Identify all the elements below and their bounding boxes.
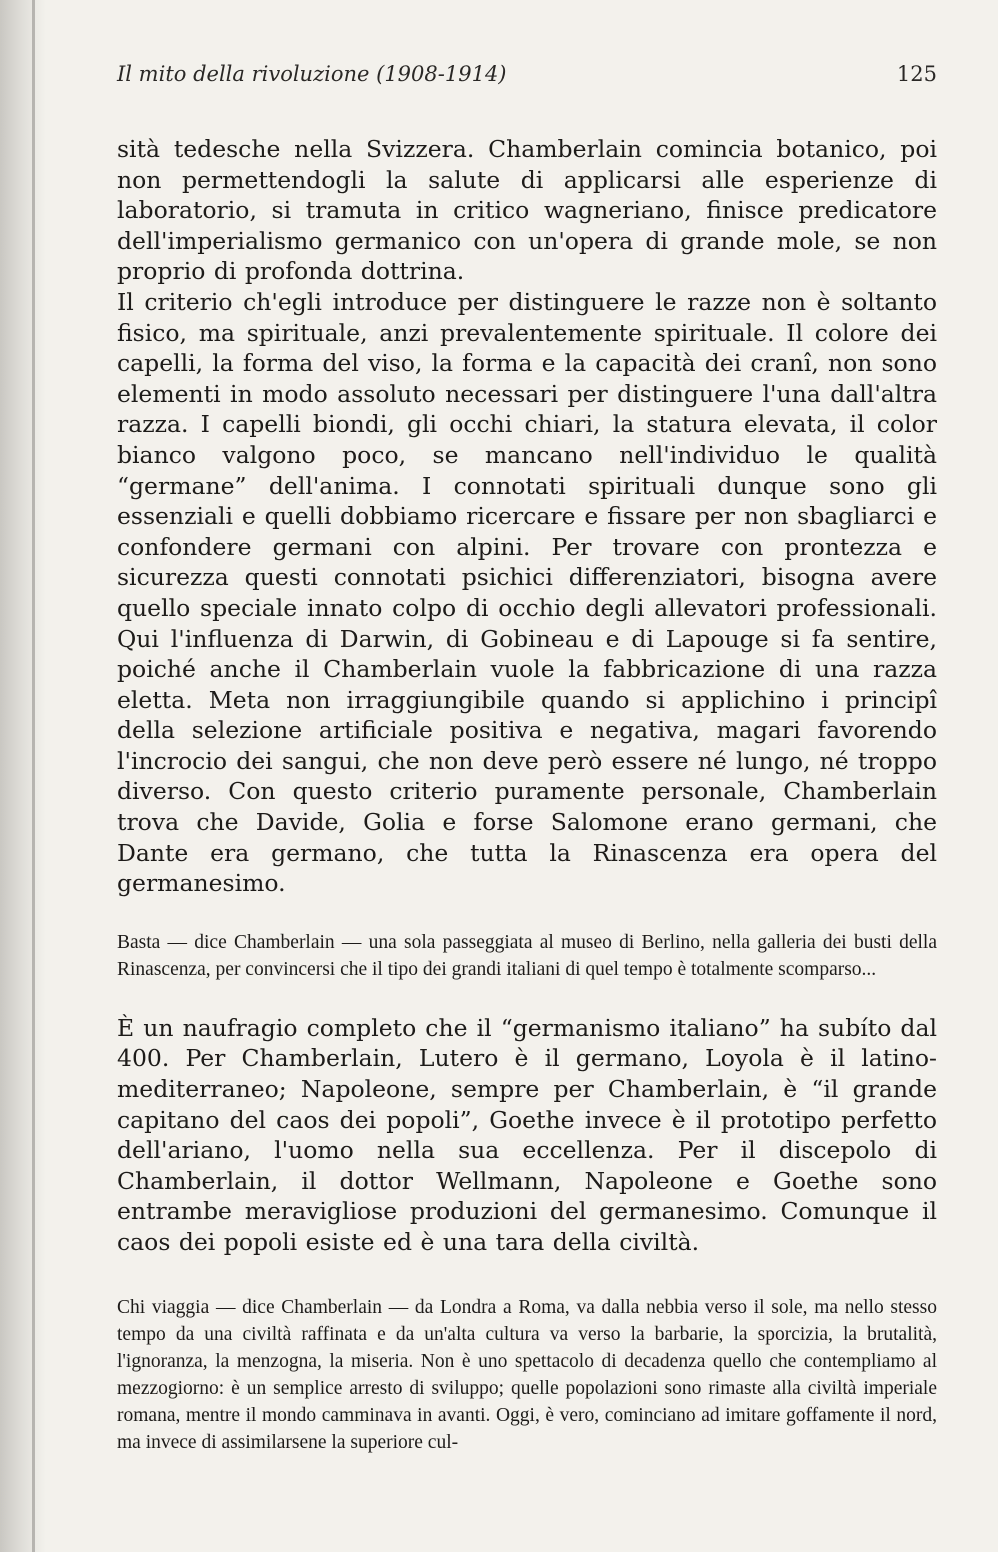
gutter-line [32, 0, 35, 1552]
paragraph-3: È un naufragio completo che il “germanismo italiano” ha subíto dal 400. Per Chamberlain, Lutero è il germano, Loyola è il latino-mediterraneo; Napoleone, sempre per Chamberlain, è “il grande capitano del caos dei popoli”, Goethe invece è il prototipo perfetto dell'ariano, l'uomo nella sua eccellenza. Per il discepolo di Chamberlain, il dottor Wellmann, Napoleone e Goethe sono entrambe meravigliose produzioni del germanesimo. Comunque il caos dei popoli esiste ed è una tara della civiltà. [117, 1013, 937, 1256]
book-page [117, 62, 937, 1456]
running-head [117, 62, 937, 102]
paragraph-1: sità tedesche nella Svizzera. Chamberlain comincia botanico, poi non permettendogli la salute di applicarsi alle esperienze di laboratorio, si tramuta in critico wagneriano, finisce predicatore dell'imperialismo germanico con un'opera di grande mole, se non proprio di profonda dottrina. [117, 135, 937, 286]
page-number: 125 [896, 62, 937, 86]
book-spine-shadow [0, 0, 46, 1552]
block-quote-1: Basta — dice Chamberlain — una sola passeggiata al museo di Berlino, nella galleria dei busti della Rinascenza, per convincersi che il tipo dei grandi italiani di quel tempo è totalmente scomparso... [117, 931, 937, 980]
running-head-title: Il mito della rivoluzione (1908-1914) [117, 62, 507, 86]
paragraph-2: Il criterio ch'egli introduce per distinguere le razze non è soltanto fisico, ma spirituale, anzi prevalentemente spirituale. Il colore dei capelli, la forma del viso, la forma e la capacità dei cranî, non sono elementi in modo assoluto necessari per distinguere l'una dall'altra razza. I capelli biondi, gli occhi chiari, la statura elevata, il color bianco valgono poco, se mancano nell'individuo le qualità “germane” dell'anima. I connotati spirituali dunque sono gli essenziali e quelli dobbiamo ricercare e fissare per non sbagliarci e confondere germani con alpini. Per trovare con prontezza e sicurezza questi connotati psichici differenziatori, bisogna avere quello speciale innato colpo di occhio degli allevatori professionali. Qui l'influenza di Darwin, di Gobineau e di Lapouge si fa sentire, poiché anche il Chamberlain vuole la fabbricazione di una razza eletta. Meta non irraggiungibile quando si applichino i principî della selezione artificiale positiva e negativa, magari favorendo l'incrocio dei sangui, che non deve però essere né lungo, né troppo diverso. Con questo criterio puramente personale, Chamberlain trova che Davide, Golia e forse Salomone erano germani, che Dante era germano, che tutta la Rinascenza era opera del germanesimo. [117, 287, 937, 898]
block-quote-2: Chi viaggia — dice Chamberlain — da Londra a Roma, va dalla nebbia verso il sole, ma nello stesso tempo da una civiltà raffinata e da un'alta cultura va verso la barbarie, la sporcizia, la brutalità, l'ignoranza, la menzogna, la miseria. Non è uno spettacolo di decadenza quello che contempliamo al mezzogiorno: è un semplice arresto di sviluppo; quelle popolazioni sono rimaste alla civiltà imperiale romana, mentre il mondo camminava in avanti. Oggi, è vero, cominciano ad imitare goffamente il nord, ma invece di assimilarsene la superiore cul- [117, 1296, 937, 1453]
